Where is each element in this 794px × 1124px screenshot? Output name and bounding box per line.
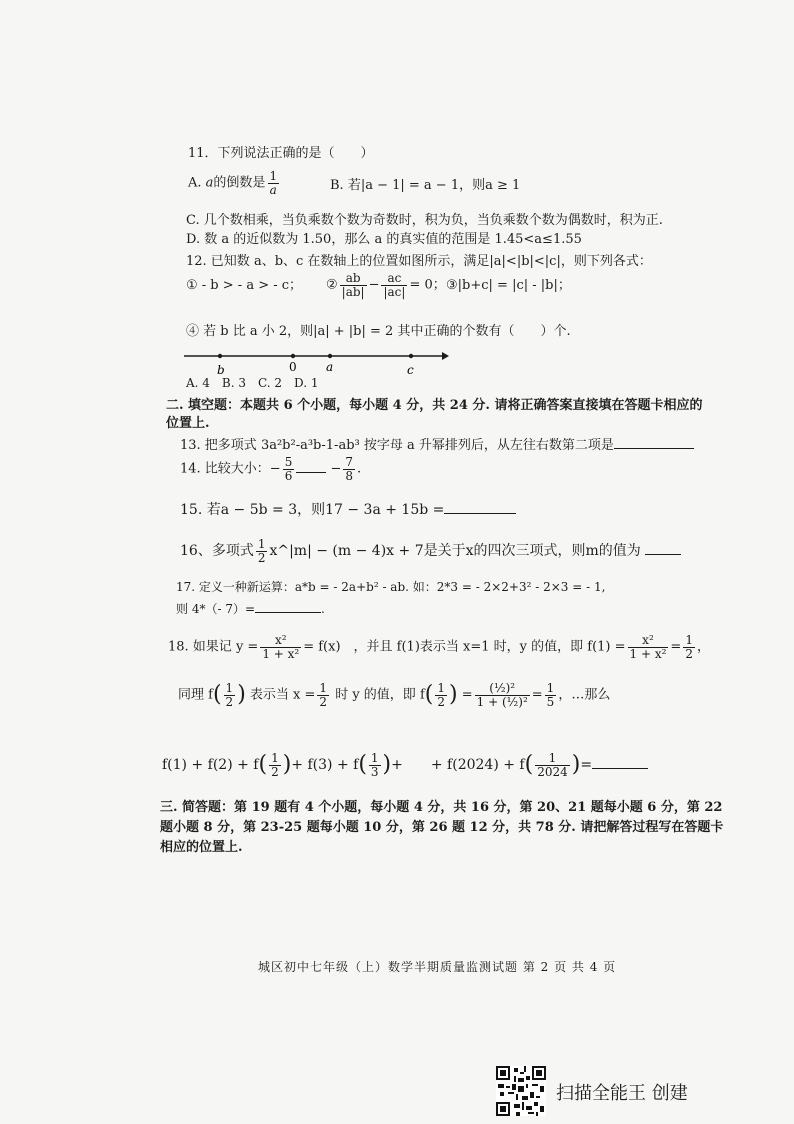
q18-half2-num: 1 <box>319 681 328 695</box>
q18-half3-num: 1 <box>437 681 445 695</box>
section2-heading-line1: 二. 填空题：本题共 6 个小题，每小题 4 分，共 24 分. 请将正确答案直接填在答题卡相应的 <box>166 398 703 413</box>
q18-half-num: 1 <box>225 681 234 695</box>
q11-option-a <box>188 170 281 196</box>
q17-line2-pre: 则 4*（- 7）= <box>176 602 256 616</box>
q12-opt2-mark: ② <box>326 277 338 293</box>
label-b: b <box>217 363 225 377</box>
q18-line2-mid: 表示当 x = <box>249 687 316 703</box>
q16-frac <box>256 538 268 564</box>
q12-opt2-frac1-den: |ab| <box>341 284 365 299</box>
q12-opt2-minus: − <box>368 277 380 293</box>
number-line-arrow <box>442 352 449 360</box>
q14-post: . <box>357 461 362 477</box>
q14-frac2-den: 8 <box>345 468 354 483</box>
q16-pre: 16、多项式 <box>180 543 254 560</box>
q18-l3-half <box>269 752 281 778</box>
q18-fifth-num: 1 <box>546 681 555 695</box>
q18-paren-close: ) <box>237 682 246 708</box>
q18-half <box>224 682 236 708</box>
page-footer: 城区初中七年级（上）数学半期质量监测试题 第 2 页 共 4 页 <box>258 960 617 974</box>
q17-answer-blank <box>255 611 321 613</box>
q12-opt2-frac2 <box>381 272 407 298</box>
q18-line3-a: f(1) + f(2) + f <box>162 757 259 774</box>
q14-minus: − <box>330 461 342 477</box>
q18-l3-2024-den: 2024 <box>537 764 568 779</box>
q18-l3-2024 <box>535 752 570 778</box>
q18-l3-paren2-open: ( <box>358 752 367 778</box>
q18-half-den: 2 <box>225 694 234 709</box>
point-b <box>218 354 222 358</box>
q12-opt4: ④ 若 b 比 a 小 2，则|a| + |b| = 2 其中正确的个数有（ ）个. <box>186 324 571 339</box>
q18-line2-pre: 同理 f <box>178 687 213 703</box>
q18-equals-3: = <box>531 687 543 703</box>
q14-frac2 <box>343 456 355 482</box>
q18-frac2-den: 1 + x² <box>629 646 667 661</box>
q14-pre: 14. 比较大小：− <box>180 461 281 477</box>
q12-opt2-post: = 0； <box>409 277 446 293</box>
q18-fifth-den: 5 <box>546 694 555 709</box>
q18-fifth <box>545 682 557 708</box>
q16-answer-blank <box>645 553 681 555</box>
q18-frac3 <box>683 634 695 660</box>
q18-line3-c: + + f(2024) + f <box>391 757 525 774</box>
q12-opt2 <box>326 272 446 298</box>
q18-l3-third-num: 1 <box>370 751 379 765</box>
q17-line1: 17. 定义一种新运算：a*b = - 2a+b² - ab. 如：2*3 = - 2×2+3² - 2×3 = - 1, <box>176 580 606 594</box>
q18-line2-mid2: 时 y 的值，即 f <box>335 687 425 703</box>
point-a <box>328 354 332 358</box>
q16 <box>180 538 681 564</box>
q18-big-frac-den: 1 + (½)² <box>476 694 528 709</box>
q12-opt2-frac1-num: ab <box>345 271 361 285</box>
q18-l3-paren3-close: ) <box>571 752 581 778</box>
q18-line1-mid: = f(x) ，并且 f(1)表示当 x=1 时，y 的值，即 f(1) = <box>303 639 626 655</box>
q18-frac2 <box>628 634 669 660</box>
q15-text: 15. 若a − 5b = 3，则17 − 3a + 15b = <box>180 502 445 518</box>
q18-half3-den: 2 <box>437 694 445 709</box>
q12-opt2-frac1 <box>340 272 367 298</box>
q17-line2-post: . <box>321 602 325 616</box>
qr-code-icon <box>496 1066 546 1116</box>
label-a: a <box>326 360 334 374</box>
label-c: c <box>407 363 414 377</box>
q16-frac-num: 1 <box>257 537 266 551</box>
q18-l3-2024-num: 1 <box>548 751 557 765</box>
section3-line3: 相应的位置上. <box>160 840 243 855</box>
q11-a-text: 的倒数是 <box>213 175 266 191</box>
q18-l3-third-den: 3 <box>370 764 379 779</box>
q18-frac1-den: 1 + x² <box>262 646 300 661</box>
section3-line2: 题小题 8 分，第 23-25 题每小题 10 分，第 26 题 12 分，共 78 分. 请把解答过程写在答题卡 <box>160 820 724 835</box>
q18-big-frac <box>475 682 530 708</box>
q18-l3-paren1-open: ( <box>258 752 268 778</box>
q18-line3 <box>162 752 648 778</box>
q18-line1 <box>168 634 710 660</box>
q18-line2 <box>178 682 610 708</box>
q18-line3-b: + f(3) + f <box>291 757 359 774</box>
q12-opt2-frac2-num: ac <box>387 271 402 285</box>
q15-answer-blank <box>444 512 516 514</box>
q18-line2-end: ，…那么 <box>558 687 611 703</box>
q13-answer-blank <box>614 447 694 449</box>
q14-frac1-den: 6 <box>284 468 293 483</box>
q16-post: x^|m| − (m − 4)x + 7是关于x的四次三项式，则m的值为 <box>269 543 641 560</box>
point-c <box>409 354 413 358</box>
q12-opt1: ① - b > - a > - c； <box>186 278 303 293</box>
q16-frac-den: 2 <box>257 550 266 565</box>
q12-stem: 12. 已知数 a、b、c 在数轴上的位置如图所示，满足|a|<|b|<|c|，则下列各式： <box>186 254 652 269</box>
q12-opt3: ③|b+c| = |c| - |b|； <box>446 278 571 293</box>
q15 <box>180 502 516 519</box>
q14-frac1-num: 5 <box>284 455 293 469</box>
q18-paren2-close: ) <box>449 682 458 708</box>
q11-a-prefix: A. <box>188 175 206 191</box>
q12-opt2-frac2-den: |ac| <box>383 284 406 299</box>
q18-frac3-den: 2 <box>685 646 693 661</box>
q11-a-frac-num: 1 <box>269 169 278 183</box>
q18-l3-paren3-open: ( <box>524 752 534 778</box>
section3-line1: 三. 简答题：第 19 题有 4 个小题，每小题 4 分，共 16 分，第 20、21 题每小题 6 分，第 22 <box>160 800 723 815</box>
q18-frac2-num: x² <box>642 633 654 647</box>
q11-a-fraction <box>267 170 279 196</box>
q18-half2 <box>317 682 329 708</box>
q18-line1-pre: 18. 如果记 y = <box>168 639 259 655</box>
q18-frac1-num: x² <box>274 633 287 647</box>
q18-l3-third <box>369 752 381 778</box>
label-zero: 0 <box>289 360 297 374</box>
q14-frac2-num: 7 <box>345 455 354 469</box>
q13 <box>180 438 694 454</box>
section2-heading-line2: 位置上. <box>166 416 210 431</box>
q18-half2-den: 2 <box>319 694 328 709</box>
q18-l3-paren2-close: ) <box>382 752 392 778</box>
q18-paren-open: ( <box>212 682 222 708</box>
q18-paren2-open: ( <box>424 682 434 708</box>
q18-l3-half-num: 1 <box>271 751 279 765</box>
q18-equals: = <box>670 639 682 655</box>
q18-half3 <box>435 682 447 708</box>
q18-line3-end: = <box>580 757 593 774</box>
q18-l3-half-den: 2 <box>271 764 279 779</box>
q14 <box>180 456 361 482</box>
scanner-brand-text: 扫描全能王 创建 <box>556 1083 688 1104</box>
q18-equals-2: = <box>461 687 473 703</box>
q18-big-frac-num: (½)² <box>489 681 516 695</box>
q13-text: 13. 把多项式 3a²b²-a³b-1-ab³ 按字母 a 升幂排列后，从左往右数第二项是 <box>180 438 614 453</box>
q18-answer-blank <box>592 767 648 769</box>
q11-option-d: D. 数 a 的近似数为 1.50，那么 a 的真实值的范围是 1.45<a≤1.55 <box>186 232 582 247</box>
q18-frac3-num: 1 <box>685 633 693 647</box>
q14-frac1 <box>283 456 295 482</box>
point-zero <box>291 354 295 358</box>
q18-line1-end: ， <box>696 639 710 655</box>
q17-line2 <box>176 602 325 616</box>
q11-option-c: C. 几个数相乘，当负乘数个数为奇数时，积为负，当负乘数个数为偶数时，积为正. <box>186 213 663 228</box>
q11-a-var: a <box>205 175 214 191</box>
q11-stem: 11．下列说法正确的是（ ） <box>188 146 374 161</box>
q11-a-frac-den: a <box>269 182 277 197</box>
q18-frac1 <box>260 634 301 660</box>
q14-answer-blank <box>296 471 326 473</box>
q11-option-b: B. 若|a − 1| = a − 1，则a ≥ 1 <box>330 178 521 193</box>
q18-l3-paren1-close: ) <box>282 752 292 778</box>
q12-choices: A. 4 B. 3 C. 2 D. 1 <box>186 376 319 390</box>
